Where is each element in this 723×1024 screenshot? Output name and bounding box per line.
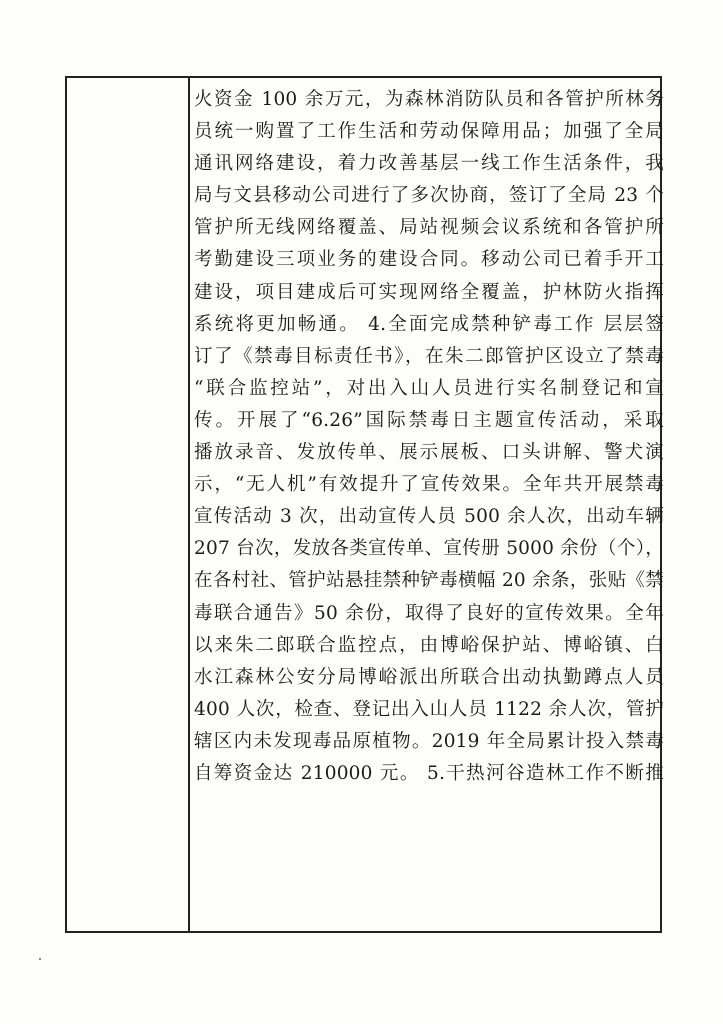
text-line: 示，“无人机”有效提升了宣传效果。全年共开展禁毒 bbox=[194, 474, 664, 496]
text-line: 订了《禁毒目标责任书》，在朱二郎管护区设立了禁毒 bbox=[194, 345, 664, 367]
column-divider bbox=[188, 76, 190, 933]
left-column-cell bbox=[67, 78, 188, 931]
text-line: 207 台次，发放各类宣传单、宣传册 5000 余份（个）， bbox=[194, 538, 664, 560]
text-line: 传。开展了“6.26”国际禁毒日主题宣传活动，采取 bbox=[194, 409, 664, 431]
report-text-cell bbox=[194, 84, 664, 790]
text-line: 播放录音、发放传单、展示展板、口头讲解、警犬演 bbox=[194, 442, 664, 464]
text-line: 系统将更加畅通。 4.全面完成禁种铲毒工作 层层签 bbox=[194, 313, 664, 335]
text-line: 局与文县移动公司进行了多次协商，签订了全局 23 个 bbox=[194, 185, 664, 207]
scan-speck bbox=[39, 958, 41, 960]
text-line: 火资金 100 余万元，为森林消防队员和各管护所林务 bbox=[194, 89, 664, 110]
text-line: 自筹资金达 210000 元。 5.干热河谷造林工作不断推 bbox=[194, 762, 664, 784]
text-line: 管护所无线网络覆盖、局站视频会议系统和各管护所 bbox=[194, 217, 664, 239]
text-line: 通讯网络建设，着力改善基层一线工作生活条件，我 bbox=[194, 153, 664, 175]
text-line: 建设，项目建成后可实现网络全覆盖，护林防火指挥 bbox=[194, 281, 664, 303]
text-line: 考勤建设三项业务的建设合同。移动公司已着手开工 bbox=[194, 249, 664, 271]
text-line: “联合监控站”，对出入山人员进行实名制登记和宣 bbox=[194, 377, 664, 399]
text-line: 水江森林公安分局博峪派出所联合出动执勤蹲点人员 bbox=[194, 666, 664, 688]
text-line: 毒联合通告》50 余份，取得了良好的宣传效果。全年 bbox=[194, 602, 664, 624]
text-line: 辖区内未发现毒品原植物。2019 年全局累计投入禁毒 bbox=[194, 730, 664, 752]
text-line: 400 人次，检查、登记出入山人员 1122 余人次，管护 bbox=[194, 698, 664, 720]
text-line: 以来朱二郎联合监控点，由博峪保护站、博峪镇、白 bbox=[194, 634, 664, 656]
text-line: 在各村社、管护站悬挂禁种铲毒横幅 20 余条，张贴《禁 bbox=[194, 570, 664, 592]
text-line: 宣传活动 3 次，出动宣传人员 500 余人次，出动车辆 bbox=[194, 506, 664, 528]
text-line: 员统一购置了工作生活和劳动保障用品；加强了全局 bbox=[194, 121, 664, 143]
